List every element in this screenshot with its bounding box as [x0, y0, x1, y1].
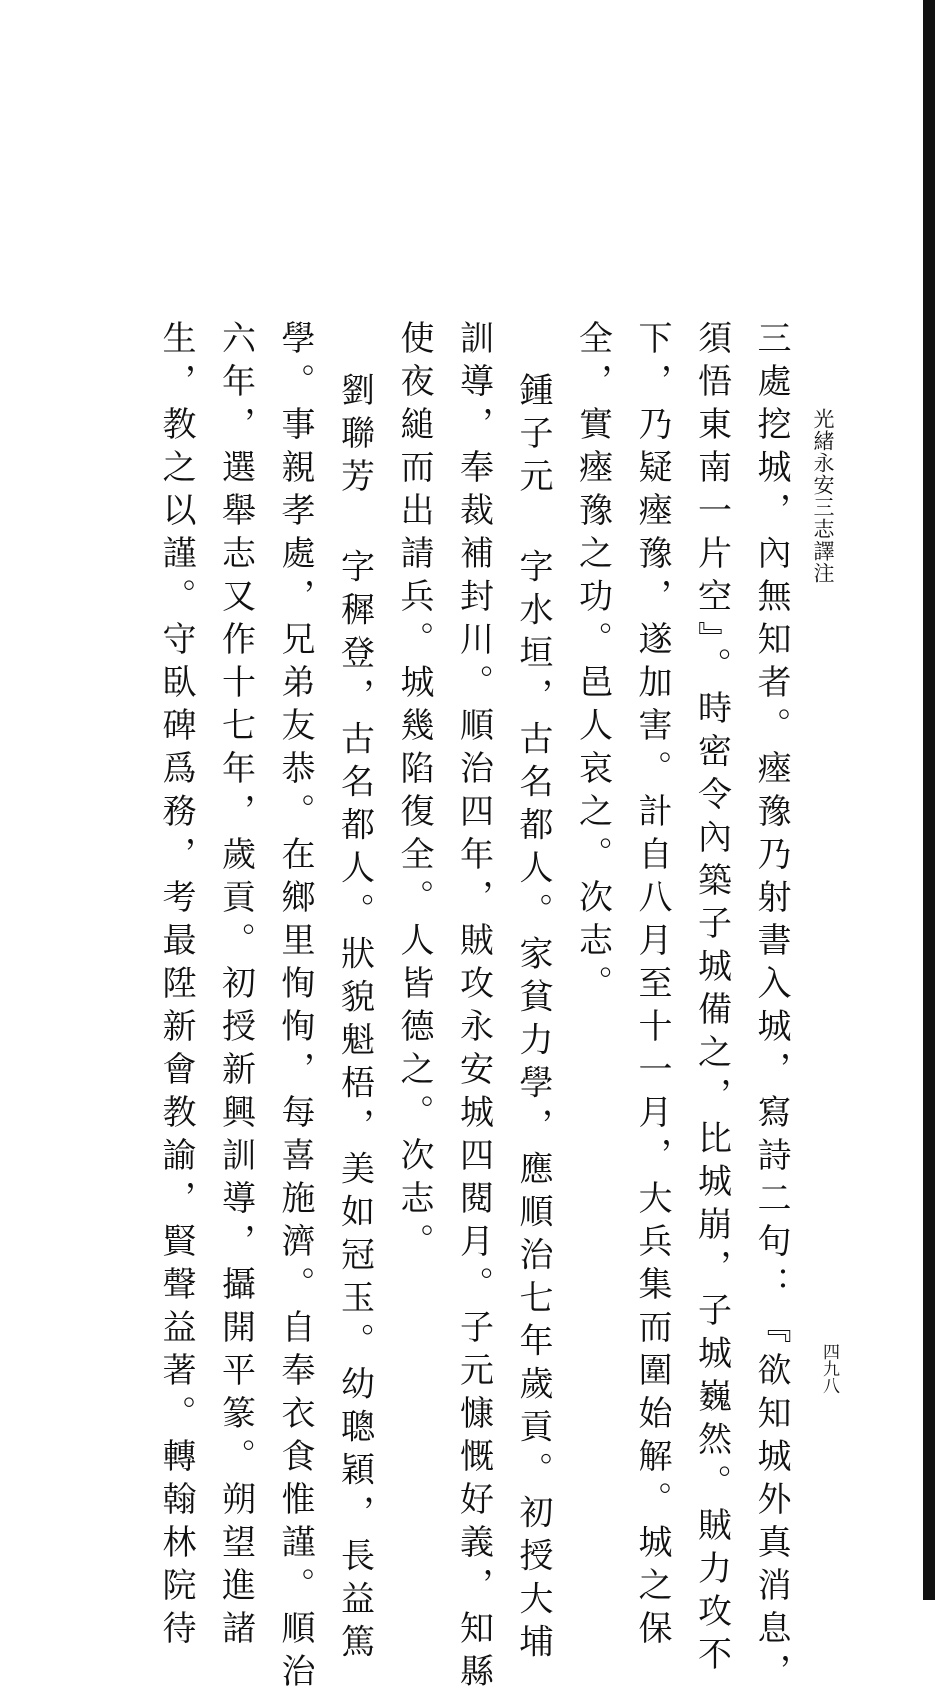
- text-column-4: 全，實瘞豫之功。邑人哀之。次志。: [572, 320, 613, 1008]
- page-number: 四九八: [819, 1343, 839, 1394]
- text-column-2: 須悟東南一片空』。時密令內築子城備之，比城崩，子城巍然。賊力攻不: [691, 320, 732, 1679]
- text-column-1: 三處挖城，內無知者。瘞豫乃射書入城，寫詩二句：『欲知城外真消息，: [751, 320, 791, 1696]
- person-name: 鍾子元: [513, 372, 553, 501]
- text-column-6: 訓導，奉裁補封川。順治四年，賊攻永安城四閱月。子元慷慨好義，知縣: [453, 320, 494, 1696]
- person-name: 劉聯芳: [334, 372, 375, 501]
- biography-text: 字穉登，古名都人。狀貌魁梧，美如冠玉。幼聰穎，長益篤: [334, 548, 375, 1667]
- vertical-text-body: [130, 320, 800, 1696]
- scan-border: [923, 0, 935, 1600]
- running-header-title: 光緒永安三志譯注: [811, 408, 835, 584]
- text-column-9: 學。事親孝處，兄弟友恭。在鄉里恂恂，每喜施濟。自奉衣食惟謹。順治: [275, 320, 315, 1696]
- text-column-11: 生，教之以謹。守臥碑爲務，考最陞新會教諭，賢聲益著。轉翰林院待: [156, 320, 196, 1653]
- text-column-10: 六年，選舉志又作十七年，歲貢。初授新興訓導，攝開平篆。朔望進諸: [215, 320, 256, 1653]
- biography-heading-liu-lianfang: [324, 320, 384, 1667]
- name-gap: [516, 501, 550, 549]
- biography-heading-zhong-ziyuan: [503, 320, 563, 1667]
- text-column-3: 下，乃疑瘞豫，遂加害。計自八月至十一月，大兵集而圍始解。城之保: [632, 320, 672, 1653]
- name-gap: [338, 501, 372, 549]
- biography-text: 字水垣，古名都人。家貧力學，應順治七年歲貢。初授大埔: [513, 548, 553, 1667]
- text-column-7: 使夜縋而出請兵。城幾陷復全。人皆德之。次志。: [394, 320, 434, 1266]
